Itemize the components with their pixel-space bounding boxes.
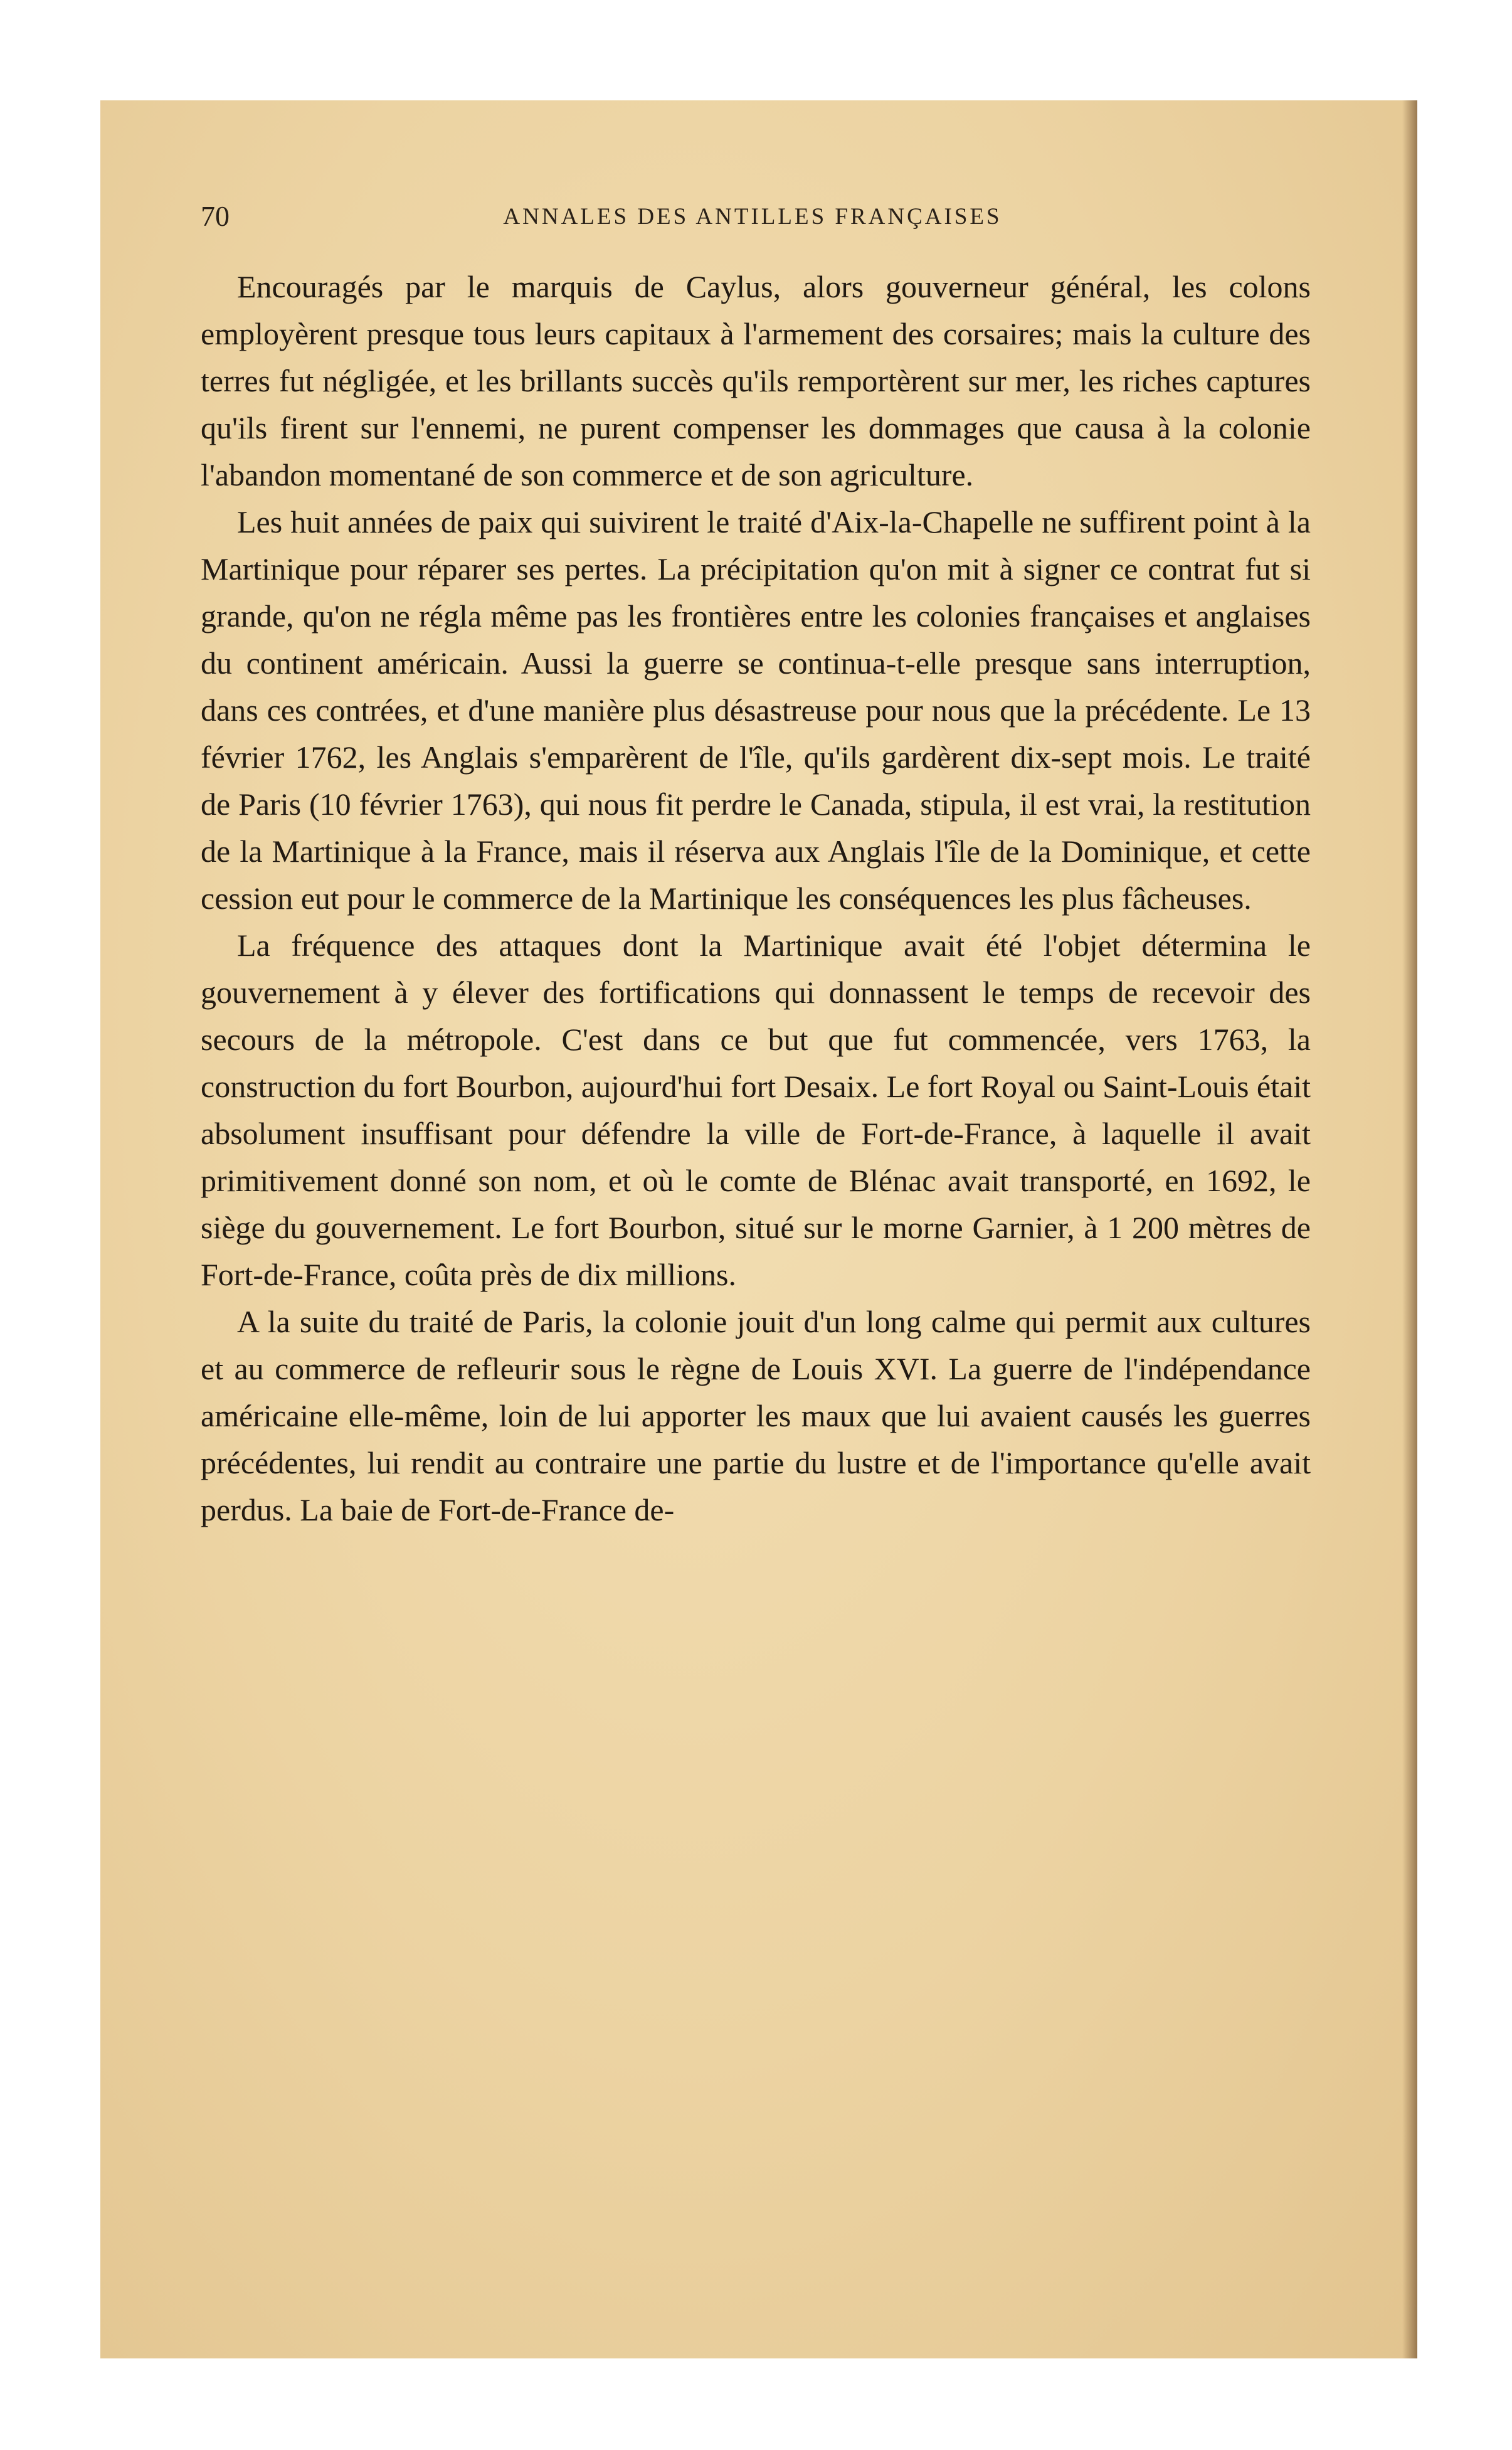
paragraph-2: Les huit années de paix qui suivirent le traité d'Aix-la-Chapelle ne suffirent point à la Martinique pour réparer ses pertes. La précipitation qu'on mit à signer ce contrat fut si grande, qu'on ne régla même pas les frontières entre les colonies françaises et anglaises du continent américain. Aussi la guerre se continua-t-elle presque sans interruption, dans ces contrées, et d'une manière plus désastreuse pour nous que la précédente. Le 13 février 1762, les Anglais s'emparèrent de l'île, qu'ils gardèrent dix-sept mois. Le traité de Paris (10 février 1763), qui nous fit perdre le Canada, stipula, il est vrai, la restitution de la Martinique à la France, mais il réserva aux Anglais l'île de la Dominique, et cette cession eut pour le commerce de la Martinique les conséquences les plus fâcheuses. <box>201 504 1311 916</box>
paragraph-3: La fréquence des attaques dont la Martinique avait été l'objet détermina le gouvernement à y élever des fortifications qui donnassent le temps de recevoir des secours de la métropole. C'est dans ce but que fut commencée, vers 1763, la construction du fort Bourbon, aujourd'hui fort Desaix. Le fort Royal ou Saint-Louis était absolument insuffisant pour défendre la ville de Fort-de-France, à laquelle il avait primitivement donné son nom, et où le comte de Blénac avait transporté, en 1692, le siège du gouvernement. Le fort Bourbon, situé sur le morne Garnier, à 1 200 mètres de Fort-de-France, coûta près de dix millions. <box>201 928 1311 1292</box>
running-title: ANNALES DES ANTILLES FRANÇAISES <box>503 204 1002 230</box>
paragraph-4: A la suite du traité de Paris, la colonie jouit d'un long calme qui permit aux cultures et au commerce de refleurir sous le règne de Louis XVI. La guerre de l'indépendance américaine elle-même, loin de lui apporter les maux que lui avaient causés les guerres précédentes, lui rendit au contraire une partie du lustre et de l'importance qu'elle avait perdus. La baie de Fort-de-France de- <box>201 1304 1311 1527</box>
page-header <box>201 199 1304 243</box>
page-number: 70 <box>201 200 230 232</box>
body-text <box>201 263 1311 1534</box>
paragraph-1: Encouragés par le marquis de Caylus, alors gouverneur général, les colons employèrent presque tous leurs capitaux à l'armement des corsaires; mais la culture des terres fut négligée, et les brillants succès qu'ils remportèrent sur mer, les riches captures qu'ils firent sur l'ennemi, ne purent compenser les dommages que causa à la colonie l'abandon momentané de son commerce et de son agriculture. <box>201 269 1311 492</box>
